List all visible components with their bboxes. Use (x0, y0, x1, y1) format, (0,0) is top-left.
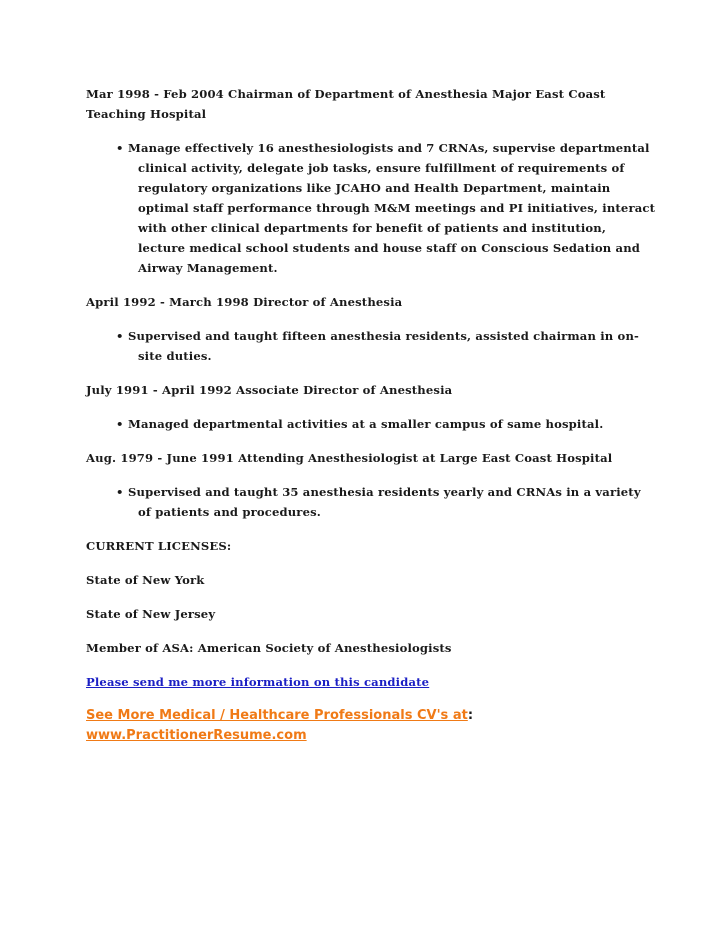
bullet-icon: • (116, 485, 124, 499)
job-bullets (86, 326, 656, 366)
promo-separator: : (467, 708, 474, 723)
bullet-icon: • (116, 141, 124, 155)
job-bullets (86, 414, 656, 434)
job-bullets (86, 482, 656, 522)
candidate-info-link[interactable]: Please send me more information on this candidate (86, 675, 430, 689)
bullet-icon: • (116, 329, 124, 343)
job-heading: Mar 1998 - Feb 2004 Chairman of Department of Anesthesia Major East Coast Teaching Hospital (86, 87, 606, 121)
job-bullets (86, 138, 656, 278)
bullet-text: Managed departmental activities at a smaller campus of same hospital. (128, 417, 604, 431)
list-item (86, 414, 656, 434)
list-item (86, 482, 656, 522)
list-item (86, 138, 656, 278)
job-heading: July 1991 - April 1992 Associate Director of Anesthesia (86, 383, 453, 397)
bullet-icon: • (116, 417, 124, 431)
license-item: State of New York (86, 573, 205, 587)
bullet-text: Supervised and taught 35 anesthesia residents yearly and CRNAs in a variety of patients and procedures. (128, 485, 641, 519)
job-heading: Aug. 1979 - June 1991 Attending Anesthesiologist at Large East Coast Hospital (86, 451, 613, 465)
bullet-text: Manage effectively 16 anesthesiologists and 7 CRNAs, supervise departmental clinical activity, delegate job tasks, ensure fulfillment of requirements of regulatory organizations like JCAHO and Health Department, maintain optimal staff performance through M&M meetings and PI initiatives, interact with other clinical departments for benefit of patients and institution, lecture medical school students and house staff on Conscious Sedation and Airway Management. (128, 141, 656, 275)
promo-line (86, 706, 656, 746)
info-link-row (86, 672, 656, 692)
promo-link[interactable]: See More Medical / Healthcare Professionals CV's at (86, 708, 468, 723)
membership-text: Member of ASA: American Society of Anesthesiologists (86, 641, 452, 655)
license-item: State of New Jersey (86, 607, 216, 621)
job-heading: April 1992 - March 1998 Director of Anesthesia (86, 295, 403, 309)
licenses-heading: CURRENT LICENSES: (86, 539, 232, 553)
list-item (86, 326, 656, 366)
bullet-text: Supervised and taught fifteen anesthesia residents, assisted chairman in on-site duties. (128, 329, 639, 363)
resume-page (86, 84, 656, 746)
website-link[interactable]: www.PractitionerResume.com (86, 728, 307, 743)
